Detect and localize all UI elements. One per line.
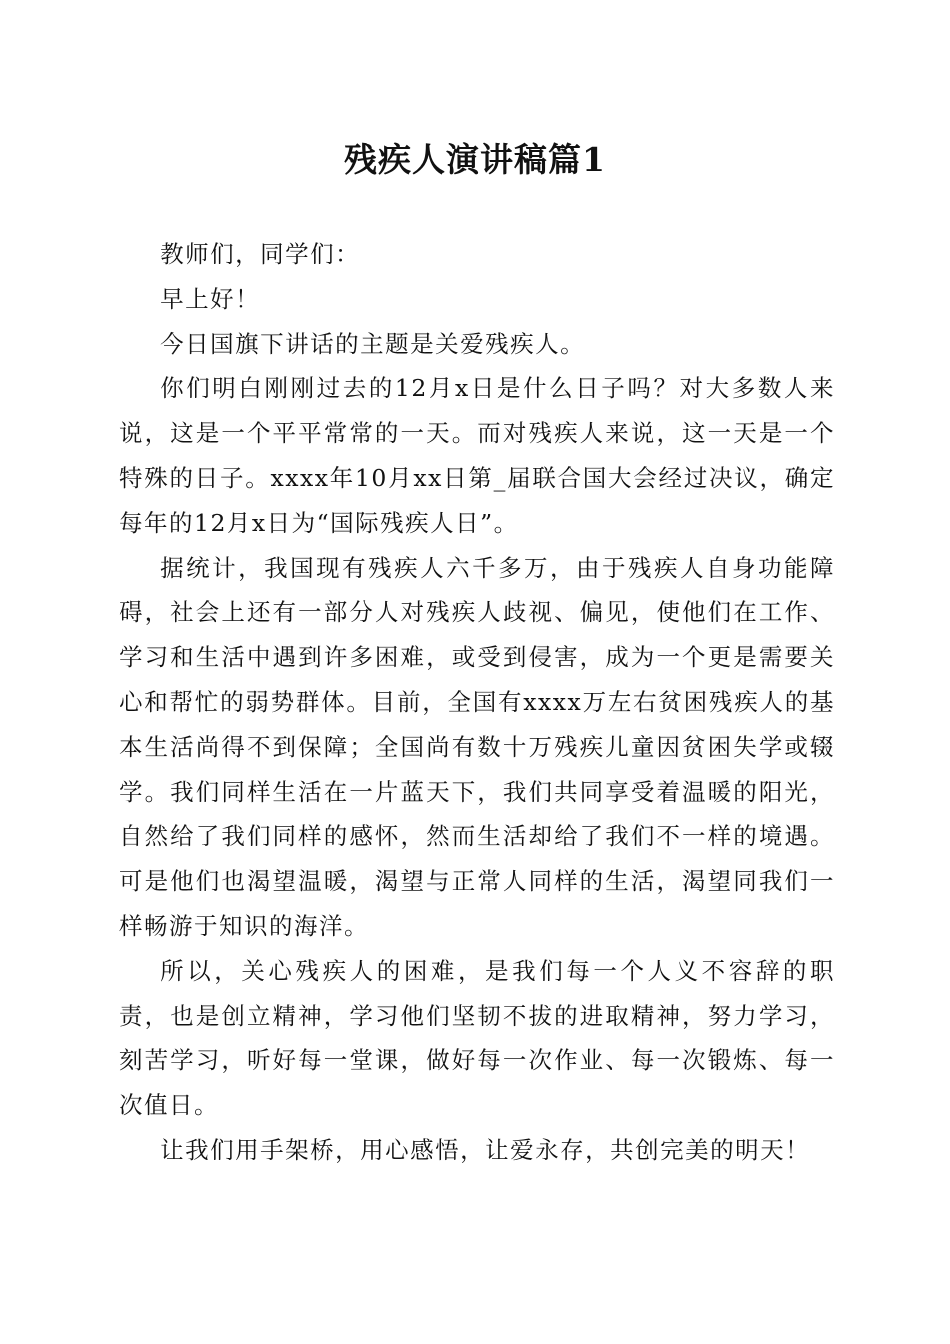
paragraph-salutation: 教师们，同学们： bbox=[160, 240, 361, 268]
paragraph-greeting: 早上好！ bbox=[160, 284, 261, 313]
paragraph-closing: 让我们用手架桥，用心感悟，让爱永存，共创完美的明天！ bbox=[160, 1135, 811, 1164]
document-body bbox=[119, 232, 835, 1173]
paragraph-responsibility: 所以，关心残疾人的困难，是我们每一个人义不容辞的职责，也是创立精神，学习他们坚韧不拔的进取精神，努力学习，刻苦学习，听好每一堂课，做好每一次作业、每一次锻炼、每一次值日。 bbox=[119, 956, 835, 1120]
document-title: 残疾人演讲稿篇1 bbox=[344, 140, 606, 179]
paragraph-statistics: 据统计，我国现有残疾人六千多万，由于残疾人自身功能障碍，社会上还有一部分人对残疾人歧视、偏见，使他们在工作、学习和生活中遇到许多困难，或受到侵害，成为一个更是需要关心和帮忙的弱势群体。目前，全国有xxxx万左右贫困残疾人的基本生活尚得不到保障；全国尚有数十万残疾儿童因贫困失学或辍学。我们同样生活在一片蓝天下，我们共同享受着温暖的阳光，自然给了我们同样的感怀，然而生活却给了我们不一样的境遇。可是他们也渴望温暖，渴望与正常人同样的生活，渴望同我们一样畅游于知识的海洋。 bbox=[119, 553, 835, 940]
paragraph-disability-day: 你们明白刚刚过去的12月x日是什么日子吗？对大多数人来说，这是一个平平常常的一天。而对残疾人来说，这一天是一个特殊的日子。xxxx年10月xx日第_届联合国大会经过决议，确定每年的12月x日为“国际残疾人日”。 bbox=[119, 374, 835, 537]
paragraph-topic: 今日国旗下讲话的主题是关爱残疾人。 bbox=[160, 329, 586, 358]
